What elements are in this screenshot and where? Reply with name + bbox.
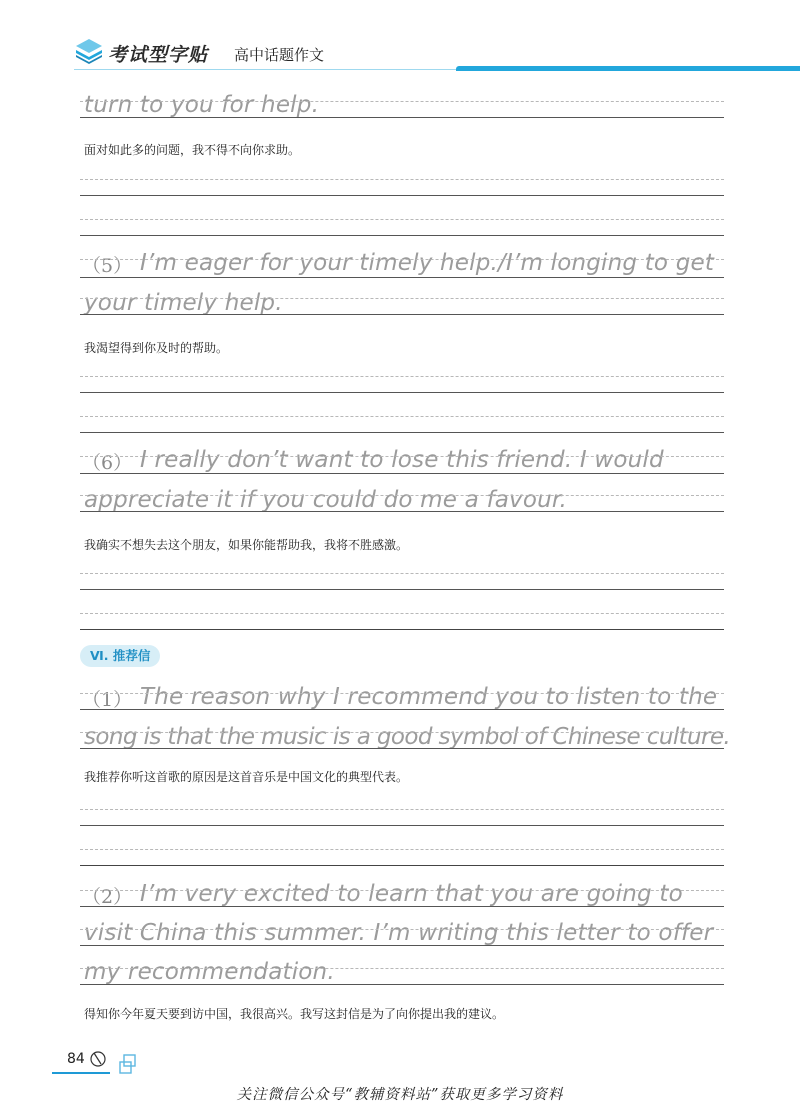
guide-line-dashed [80,259,724,260]
guide-line-dashed [80,573,724,574]
chinese-translation: 我确实不想失去这个朋友，如果你能帮助我，我将不胜感激。 [84,538,409,552]
guide-line-dashed [80,693,724,694]
guide-line-dashed [80,929,724,930]
guide-line-solid [80,865,724,866]
page-number: 84 [67,1051,85,1067]
english-sentence-line: song is that the music is a good symbol of Chinese culture. [84,724,731,750]
english-sentence-line: The reason why I recommend you to listen to the [140,684,718,710]
brand-title: 考试型字贴 [108,44,209,66]
guide-line-solid [80,984,724,985]
guide-line-dashed [80,613,724,614]
guide-line-solid [80,589,724,590]
english-sentence-line: your timely help. [84,290,283,316]
guide-line-solid [80,235,724,236]
guide-line-dashed [80,495,724,496]
chinese-translation: 面对如此多的问题，我不得不向你求助。 [84,143,301,157]
guide-line-solid [80,629,724,630]
chinese-translation: 得知你今年夏天要到访中国，我很高兴。我写这封信是为了向你提出我的建议。 [84,1007,505,1021]
book-subtitle: 高中话题作文 [234,46,325,64]
guide-line-dashed [80,732,724,733]
english-sentence-line: turn to you for help. [84,92,320,118]
page-corner-icon [118,1053,138,1075]
guide-line-solid [80,825,724,826]
pen-nib-icon [88,1049,108,1069]
guide-line-solid [80,392,724,393]
guide-line-solid [80,906,724,907]
chinese-translation: 我渴望得到你及时的帮助。 [84,341,229,355]
section-label: Ⅵ. 推荐信 [80,645,160,667]
guide-line-solid [80,117,724,118]
guide-line-solid [80,748,724,749]
item-number: （5） [82,255,133,277]
english-sentence-line: appreciate it if you could do me a favour. [84,487,567,513]
guide-line-dashed [80,849,724,850]
guide-line-dashed [80,416,724,417]
english-sentence-line: I’m very excited to learn that you are going to [140,881,683,907]
guide-line-solid [80,277,724,278]
english-sentence-line: I’m eager for your timely help./I’m longing to get [140,250,715,276]
guide-line-dashed [80,219,724,220]
item-number: （1） [82,689,133,711]
guide-line-dashed [80,101,724,102]
guide-line-solid [80,709,724,710]
english-sentence-line: I really don’t want to lose this friend. I would [140,447,664,473]
guide-line-dashed [80,298,724,299]
guide-line-dashed [80,179,724,180]
guide-line-solid [80,432,724,433]
guide-line-solid [80,511,724,512]
guide-line-solid [80,314,724,315]
item-number: （2） [82,886,133,908]
chinese-translation: 我推荐你听这首歌的原因是这首音乐是中国文化的典型代表。 [84,770,409,784]
footer-accent-bar [52,1072,110,1074]
english-sentence-line: my recommendation. [84,959,335,985]
item-number: （6） [82,452,133,474]
guide-line-dashed [80,890,724,891]
guide-line-solid [80,195,724,196]
guide-line-solid [80,945,724,946]
footer-note: 关注微信公众号“教辅资料站”获取更多学习资料 [236,1087,564,1103]
guide-line-dashed [80,968,724,969]
guide-line-dashed [80,456,724,457]
english-sentence-line: visit China this summer. I’m writing this letter to offer [84,920,714,946]
guide-line-dashed [80,376,724,377]
guide-line-dashed [80,809,724,810]
guide-line-solid [80,473,724,474]
